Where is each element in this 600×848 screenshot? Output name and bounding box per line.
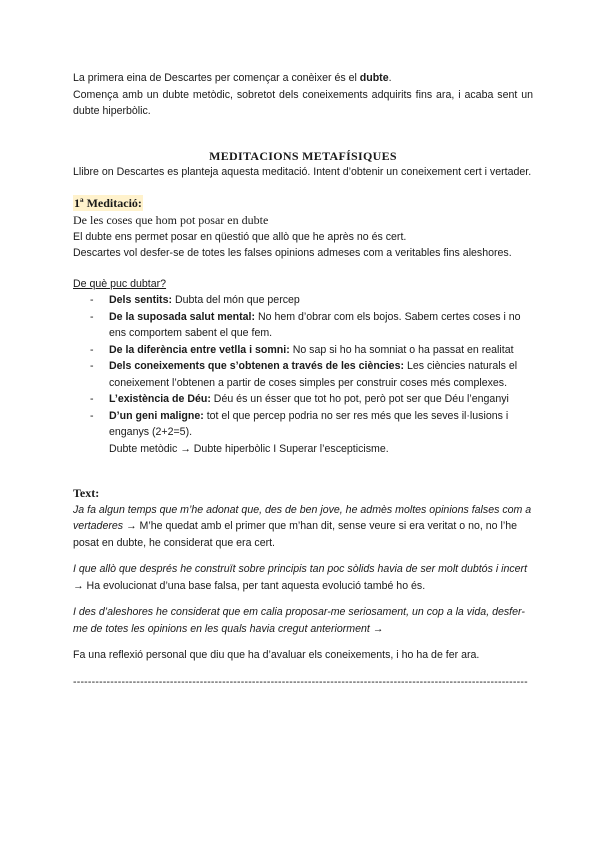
doubt-item-label: L’existència de Déu:	[109, 393, 211, 405]
doubt-list	[73, 292, 533, 457]
doubt-item	[90, 292, 533, 309]
doubt-item-text: Les ciències naturals el coneixement l’obtenen a partir de coses simples per construir coses més complexes.	[109, 360, 518, 389]
doubt-item-text: tot el que percep podria no ser res més que les seves il·lusions i enganys (2+2=5).	[109, 409, 509, 438]
doubt-item-text: Déu és un ésser que tot ho pot, però pot ser que Déu l’enganyi	[210, 393, 509, 405]
intro-text: La primera eina de Descartes per començar a conèixer és el	[73, 72, 360, 84]
document-page	[73, 70, 533, 690]
doubt-item-text: Dubta del món que percep	[172, 294, 300, 306]
text-quote: I que allò que després he construït sobre principis tan poc sòlids havia de ser molt dubtós i incert	[73, 563, 528, 575]
intro-line-1	[73, 70, 533, 87]
section-intro: Llibre on Descartes es planteja aquesta meditació. Intent d’obtenir un coneixement cert i vertader.	[73, 166, 532, 178]
doubt-item	[90, 309, 533, 342]
meditation-subtitle: De les coses que hom pot posar en dubte	[73, 213, 269, 227]
doubt-summary: Dubte metòdic → Dubte hiperbòlic I Superar l’escepticisme.	[109, 442, 389, 455]
dashed-rule: --------------------------------------------------------------------------------------------------------------------------	[73, 675, 528, 688]
doubt-item-label: Dels coneixements que s’obtenen a través de les ciències:	[109, 360, 404, 372]
intro-line-2: Comença amb un dubte metòdic, sobretot dels coneixements adquirits fins ara, i acaba sent un dubte hiperbòlic.	[73, 88, 533, 117]
doubt-item-label: Dels sentits:	[109, 294, 172, 306]
doubt-item	[90, 358, 533, 391]
meditation-line-2: Descartes vol desfer-se de totes les falses opinions admeses com a veritables fins aleshores.	[73, 247, 512, 259]
text-comment: →	[369, 622, 384, 635]
doubt-item	[90, 342, 533, 359]
meditation-heading: 1ª Meditació:	[74, 195, 142, 210]
doubt-item	[90, 408, 533, 458]
doubt-item-label: De la diferència entre vetlla i somni:	[109, 343, 290, 356]
text-paragraph-1	[73, 502, 533, 552]
section-title: MEDITACIONS METAFÍSIQUES	[209, 148, 397, 163]
text-comment: → M’he quedat amb el primer que m’han dit, sense veure si era veritat o no, no l’he posat en dubte, he considerat que era cert.	[73, 520, 518, 549]
doubt-item	[90, 391, 533, 408]
text-quote: I des d’aleshores he considerat que em calia proposar-me seriosament, un cop a la vida, desfer-me de totes les opinions en les quals havia cregut anteriorment	[73, 606, 525, 635]
doubt-item-label: D’un geni maligne:	[109, 409, 204, 422]
intro-period: .	[388, 72, 392, 84]
meditation-line-1: El dubte ens permet posar en qüestió que allò que he après no és cert.	[73, 230, 407, 243]
text-paragraph-2	[73, 561, 533, 594]
doubt-question: De què puc dubtar?	[73, 277, 167, 290]
text-paragraph-4: Fa una reflexió personal que diu que ha d’avaluar els coneixements, i ho ha de fer ara.	[73, 649, 480, 661]
doubt-item-text: No hem d’obrar com els bojos. Sabem certes coses i no ens comportem sabent el que fem.	[109, 310, 521, 339]
text-heading: Text:	[73, 486, 100, 500]
text-comment: → Ha evolucionat d’una base falsa, per tant aquesta evolució també ho és.	[73, 579, 426, 592]
intro-bold-word: dubte	[359, 72, 389, 84]
text-paragraph-3	[73, 604, 533, 637]
doubt-item-label: De la suposada salut mental:	[109, 310, 256, 323]
doubt-item-text: No sap si ho ha somniat o ha passat en realitat	[289, 343, 514, 356]
text-quote: Ja fa algun temps que m’he adonat que, des de ben jove, he admès moltes opinions falses com a vertaderes	[73, 503, 532, 532]
